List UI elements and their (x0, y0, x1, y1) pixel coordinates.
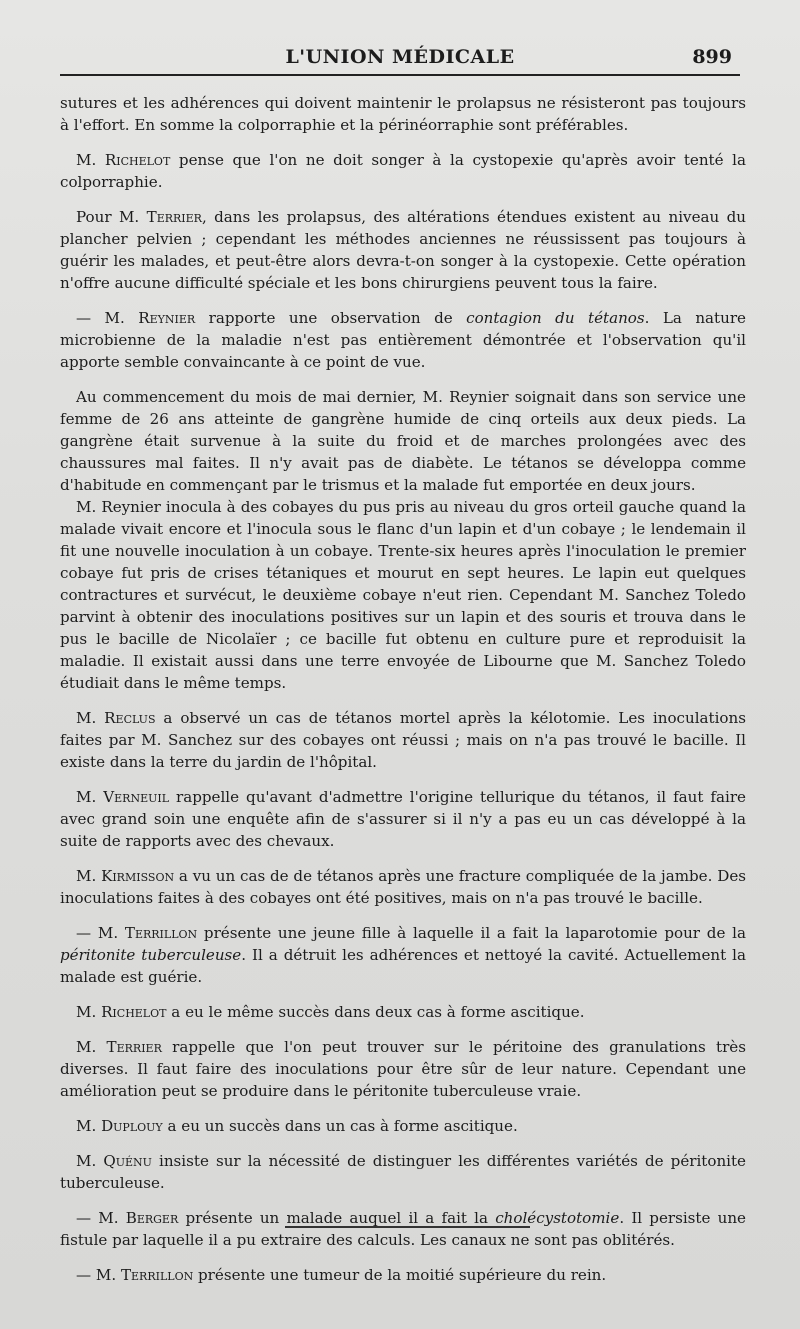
speaker-name: Richelot (101, 1003, 167, 1021)
paragraph-text: présente un malade auquel il a fait la (178, 1209, 496, 1227)
speaker-name: Terrier (146, 208, 202, 226)
speaker-name: Terrier (106, 1038, 162, 1056)
paragraph-text-continued: . Il persiste une fistule par laquelle il a pu extraire des calculs. Les canaux ne sont pas oblitérés. (60, 1209, 746, 1249)
speaker-name: Richelot (104, 151, 171, 169)
paragraph (60, 1001, 746, 1023)
paragraph-text: rappelle qu'avant d'admettre l'origine tellurique du tétanos, il faut faire avec grand soin une enquête afin de s'assurer si il n'y a pas eu un cas développé à la suite de rapports avec des chevaux. (60, 788, 746, 850)
paragraph-text: présente une tumeur de la moitié supérieure du rein. (193, 1266, 607, 1284)
paragraph (60, 1150, 746, 1194)
paragraph-lead: M. (76, 867, 102, 885)
paragraph-text: présente une jeune fille à laquelle il a fait la laparotomie pour de la (197, 924, 746, 942)
paragraph-text: a eu le même succès dans deux cas à forme ascitique. (166, 1003, 585, 1021)
paragraph-text-continued: . La nature microbienne de la maladie n'est pas entièrement démontrée et l'observation qu'il apporte semble convaincante à ce point de vue. (60, 309, 746, 371)
paragraph-text: rapporte une observation de (195, 309, 467, 327)
paragraph-text: insiste sur la nécessité de distinguer les différentes variétés de péritonite tuberculeuse. (60, 1152, 746, 1192)
paragraph-lead: Pour M. (76, 208, 147, 226)
running-title: L'UNION MÉDICALE (285, 46, 515, 68)
paragraph-text: pense que l'on ne doit songer à la cystopexie qu'après avoir tenté la colporraphie. (60, 151, 746, 191)
paragraph-text: , dans les prolapsus, des altérations étendues existent au niveau du plancher pelvien ; cependant les méthodes anciennes ne réussissent pas toujours à guérir les malades, et peut-être alors devra-t-on songer à la cystopexie. Cette opération n'offre aucune difficulté spéciale et les bons chirurgiens peuvent tous la faire. (60, 208, 747, 292)
paragraph-text: sutures et les adhérences qui doivent maintenir le prolapsus ne résisteront pas toujours à l'effort. En somme la colporraphie et la périnéorraphie sont préférables. (60, 94, 746, 134)
paragraph-lead: M. (76, 1003, 102, 1021)
paragraph-text: M. Reynier inocula à des cobayes du pus pris au niveau du gros orteil gauche quand la malade vivait encore et l'inocula sous le flanc d'un lapin et d'un cobaye ; le lendemain il fit une nouvelle inoculation à un cobaye. Trente-six heures après l'inoculation le premier cobaye fut pris de crises tétaniques et mourut en sept heures. Le lapin eut quelques contractures et survécut, le deuxième cobaye n'eut rien. Cependant M. Sanchez Toledo parvint à obtenir des inoculations positives sur un lapin et des souris et trouva dans le pus le bacille de Nicolaïer ; ce bacille fut obtenu en culture pure et reproduisit la maladie. Il existait aussi dans une terre envoyée de Libourne que M. Sanchez Toledo étudiait dans le même temps. (60, 498, 746, 692)
paragraph-lead: M. (76, 1117, 102, 1135)
paragraph (60, 786, 746, 852)
paragraph (60, 1036, 746, 1102)
paragraph-lead: M. (76, 709, 105, 727)
paragraph-lead: M. (76, 1152, 104, 1170)
speaker-name: Kirmisson (101, 867, 175, 885)
paragraph (60, 1207, 746, 1251)
paragraph (60, 1115, 746, 1137)
paragraph-lead: — M. (76, 924, 125, 942)
paragraph-text: Au commencement du mois de mai dernier, M. Reynier soignait dans son service une femme de 26 ans atteinte de gangrène humide de cinq orteils aux deux pieds. La gangrène était survenue à la suite du froid et de marches prolongées avec des chaussures mal faites. Il n'y avait pas de diabète. Le tétanos se développa comme d'habitude en commençant par le trismus et la malade fut emportée en deux jours. (60, 388, 746, 494)
paragraph-lead: M. (76, 1038, 107, 1056)
speaker-name: Verneuil (103, 788, 170, 806)
paragraph (60, 149, 746, 193)
italic-term: cholécystotomie (495, 1209, 620, 1227)
header-rule (60, 74, 740, 76)
paragraph (60, 92, 746, 136)
paragraph (60, 386, 746, 496)
paragraph (60, 707, 746, 773)
speaker-name: Quénu (103, 1152, 152, 1170)
paragraph (60, 307, 746, 373)
paragraph-text: rappelle que l'on peut trouver sur le péritoine des granulations très diverses. Il faut faire des inoculations pour être sûr de leur nature. Cependant une amélioration peut se produire dans le péritonite tuberculeuse vraie. (60, 1038, 746, 1100)
page-header (60, 38, 740, 88)
paragraph-lead: — M. (76, 1266, 121, 1284)
italic-term: contagion du tétanos (466, 309, 645, 327)
paragraph (60, 865, 746, 909)
article-body (60, 92, 746, 1299)
paragraph (60, 1264, 746, 1286)
speaker-name: Terrillon (124, 924, 198, 942)
closing-rule (285, 1226, 530, 1228)
paragraph-text: a vu un cas de de tétanos après une fracture compliquée de la jambe. Des inoculations faites à des cobayes ont été positives, mais on n'a pas trouvé le bacille. (60, 867, 746, 907)
paragraph-text: a observé un cas de tétanos mortel après la kélotomie. Les inoculations faites par M. Sanchez sur des cobayes ont réussi ; mais on n'a pas trouvé le bacille. Il existe dans la terre du jardin de l'hôpital. (60, 709, 746, 771)
speaker-name: Berger (125, 1209, 179, 1227)
paragraph-lead: M. (76, 151, 105, 169)
speaker-name: Terrillon (120, 1266, 194, 1284)
paragraph-text: a eu un succès dans un cas à forme ascitique. (162, 1117, 518, 1135)
paragraph (60, 206, 746, 294)
paragraph (60, 496, 746, 694)
speaker-name: Reclus (104, 709, 156, 727)
speaker-name: Duplouy (101, 1117, 163, 1135)
italic-term: péritonite tuberculeuse (60, 946, 242, 964)
paragraph-lead: — M. (76, 309, 139, 327)
paragraph-lead: — M. (76, 1209, 126, 1227)
speaker-name: Reynier (138, 309, 196, 327)
paragraph-lead: M. (76, 788, 104, 806)
paragraph (60, 922, 746, 988)
page-number: 899 (692, 46, 732, 68)
paragraph-text-continued: . Il a détruit les adhérences et nettoyé la cavité. Actuellement la malade est guérie. (60, 946, 746, 986)
